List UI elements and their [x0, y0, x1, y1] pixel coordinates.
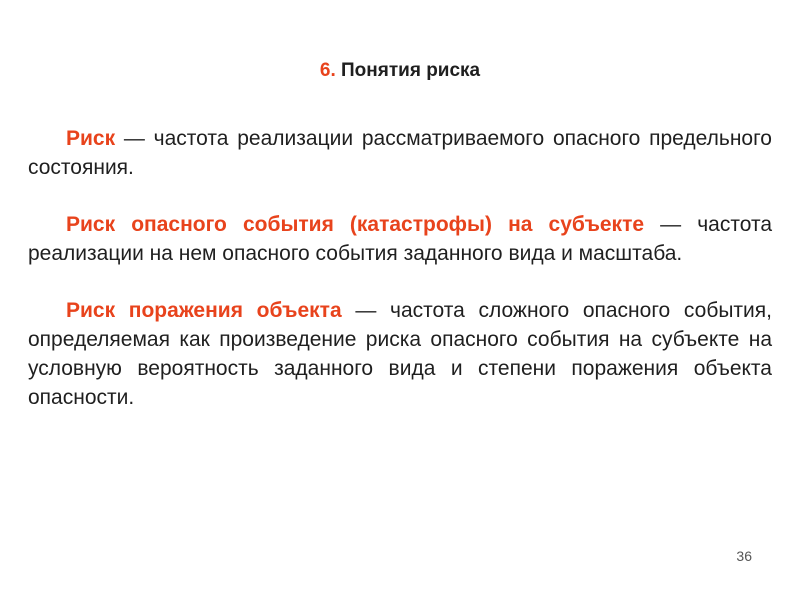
definition-term: Риск поражения объекта: [66, 299, 342, 322]
definition-text: — частота сложного опасного события, определяемая как произведение риска опасного события на субъекте на условную вероятность заданного вида и степени поражения объекта опасности.: [28, 299, 772, 409]
definition-object-damage-risk: [28, 296, 772, 412]
page-number: 36: [736, 548, 752, 564]
definition-term: Риск опасного события (катастрофы) на субъекте: [66, 213, 645, 236]
definition-risk: [28, 124, 772, 182]
definition-hazard-event-risk: [28, 210, 772, 268]
slide-title: [0, 60, 800, 82]
definition-term: Риск: [66, 127, 116, 150]
definition-text: — частота реализации на нем опасного события заданного вида и масштаба.: [28, 213, 773, 265]
definitions-list: [28, 124, 772, 440]
title-text: Понятия риска: [341, 60, 481, 81]
definition-text: — частота реализации рассматриваемого опасного предельного состояния.: [28, 127, 772, 179]
title-number: 6.: [319, 60, 336, 81]
